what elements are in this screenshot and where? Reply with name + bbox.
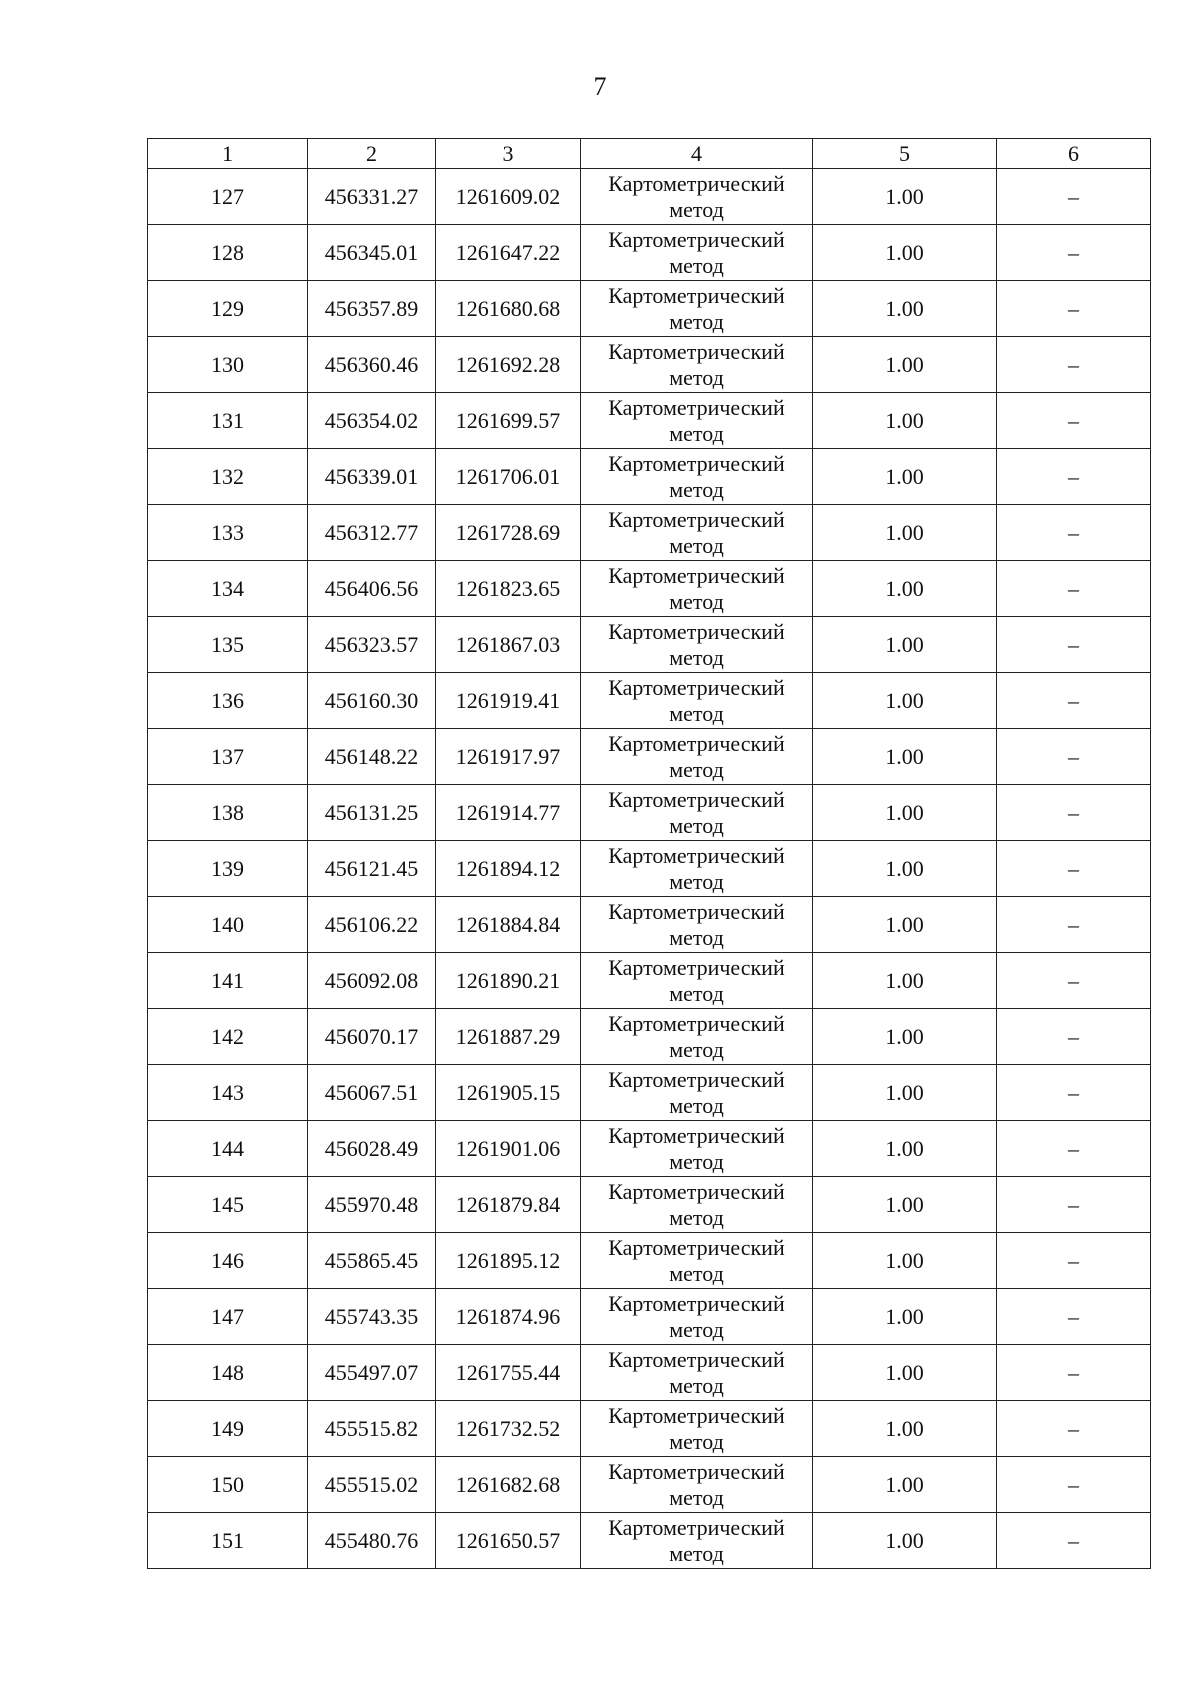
method-line-2: метод [669,308,724,334]
method-cell [581,1457,813,1513]
point-number-cell: 133 [148,505,308,561]
point-number-cell: 144 [148,1121,308,1177]
table-row [148,505,1151,561]
accuracy-cell: 1.00 [813,1457,997,1513]
accuracy-cell: 1.00 [813,841,997,897]
y-coordinate-cell: 1261692.28 [436,337,581,393]
column-6-cell: – [997,785,1151,841]
y-coordinate-cell: 1261728.69 [436,505,581,561]
method-line-1: Картометрический [608,1458,785,1484]
header-col-4: 4 [581,139,813,169]
method-cell [581,1009,813,1065]
method-line-2: метод [669,1260,724,1286]
point-number-cell: 132 [148,449,308,505]
point-number-cell: 128 [148,225,308,281]
accuracy-cell: 1.00 [813,1345,997,1401]
x-coordinate-cell: 455515.02 [308,1457,436,1513]
method-line-2: метод [669,476,724,502]
method-line-1: Картометрический [608,170,785,196]
table-row [148,1233,1151,1289]
method-cell [581,1233,813,1289]
y-coordinate-cell: 1261884.84 [436,897,581,953]
y-coordinate-cell: 1261887.29 [436,1009,581,1065]
column-6-cell: – [997,673,1151,729]
header-col-1: 1 [148,139,308,169]
point-number-cell: 138 [148,785,308,841]
y-coordinate-cell: 1261823.65 [436,561,581,617]
y-coordinate-cell: 1261901.06 [436,1121,581,1177]
x-coordinate-cell: 456131.25 [308,785,436,841]
method-line-2: метод [669,532,724,558]
method-line-1: Картометрический [608,954,785,980]
x-coordinate-cell: 456070.17 [308,1009,436,1065]
x-coordinate-cell: 455970.48 [308,1177,436,1233]
column-6-cell: – [997,1121,1151,1177]
method-line-2: метод [669,420,724,446]
method-cell [581,785,813,841]
table-row [148,169,1151,225]
x-coordinate-cell: 456312.77 [308,505,436,561]
x-coordinate-cell: 455515.82 [308,1401,436,1457]
column-6-cell: – [997,449,1151,505]
method-line-2: метод [669,756,724,782]
y-coordinate-cell: 1261895.12 [436,1233,581,1289]
method-line-2: метод [669,700,724,726]
table-row [148,393,1151,449]
y-coordinate-cell: 1261682.68 [436,1457,581,1513]
accuracy-cell: 1.00 [813,1401,997,1457]
header-col-2: 2 [308,139,436,169]
point-number-cell: 127 [148,169,308,225]
method-cell [581,1177,813,1233]
method-line-2: метод [669,364,724,390]
column-6-cell: – [997,617,1151,673]
y-coordinate-cell: 1261699.57 [436,393,581,449]
method-line-2: метод [669,980,724,1006]
x-coordinate-cell: 456323.57 [308,617,436,673]
point-number-cell: 129 [148,281,308,337]
point-number-cell: 146 [148,1233,308,1289]
accuracy-cell: 1.00 [813,281,997,337]
table-row [148,1009,1151,1065]
x-coordinate-cell: 455480.76 [308,1513,436,1569]
accuracy-cell: 1.00 [813,673,997,729]
point-number-cell: 143 [148,1065,308,1121]
point-number-cell: 135 [148,617,308,673]
method-line-1: Картометрический [608,898,785,924]
header-row [148,139,1151,169]
accuracy-cell: 1.00 [813,1009,997,1065]
method-line-2: метод [669,1484,724,1510]
method-line-1: Картометрический [608,562,785,588]
coordinates-table [147,138,1151,1569]
y-coordinate-cell: 1261890.21 [436,953,581,1009]
accuracy-cell: 1.00 [813,953,997,1009]
method-cell [581,337,813,393]
method-line-2: метод [669,812,724,838]
y-coordinate-cell: 1261905.15 [436,1065,581,1121]
table-row [148,281,1151,337]
point-number-cell: 141 [148,953,308,1009]
method-line-1: Картометрический [608,1010,785,1036]
x-coordinate-cell: 456121.45 [308,841,436,897]
method-line-1: Картометрический [608,338,785,364]
accuracy-cell: 1.00 [813,505,997,561]
method-line-1: Картометрический [608,1122,785,1148]
x-coordinate-cell: 456406.56 [308,561,436,617]
column-6-cell: – [997,729,1151,785]
table-row [148,785,1151,841]
y-coordinate-cell: 1261879.84 [436,1177,581,1233]
table-row [148,1401,1151,1457]
table-row [148,1121,1151,1177]
y-coordinate-cell: 1261609.02 [436,169,581,225]
method-cell [581,729,813,785]
table-row [148,897,1151,953]
method-line-1: Картометрический [608,282,785,308]
x-coordinate-cell: 456339.01 [308,449,436,505]
column-6-cell: – [997,1065,1151,1121]
y-coordinate-cell: 1261867.03 [436,617,581,673]
method-line-1: Картометрический [608,1514,785,1540]
table-body [148,169,1151,1569]
accuracy-cell: 1.00 [813,1065,997,1121]
method-cell [581,225,813,281]
accuracy-cell: 1.00 [813,1289,997,1345]
method-line-2: метод [669,252,724,278]
column-6-cell: – [997,505,1151,561]
method-line-1: Картометрический [608,674,785,700]
accuracy-cell: 1.00 [813,169,997,225]
x-coordinate-cell: 456345.01 [308,225,436,281]
method-line-2: метод [669,1092,724,1118]
method-line-1: Картометрический [608,618,785,644]
column-6-cell: – [997,897,1151,953]
column-6-cell: – [997,169,1151,225]
header-col-3: 3 [436,139,581,169]
point-number-cell: 137 [148,729,308,785]
y-coordinate-cell: 1261917.97 [436,729,581,785]
method-cell [581,393,813,449]
method-line-2: метод [669,1372,724,1398]
table-row [148,1289,1151,1345]
column-6-cell: – [997,953,1151,1009]
header-col-6: 6 [997,139,1151,169]
method-cell [581,953,813,1009]
x-coordinate-cell: 456331.27 [308,169,436,225]
table-row [148,561,1151,617]
accuracy-cell: 1.00 [813,225,997,281]
point-number-cell: 149 [148,1401,308,1457]
table-row [148,1345,1151,1401]
method-line-2: метод [669,196,724,222]
table-row [148,449,1151,505]
page-number: 7 [593,72,607,101]
method-line-1: Картометрический [608,394,785,420]
x-coordinate-cell: 456106.22 [308,897,436,953]
table-row [148,337,1151,393]
x-coordinate-cell: 455497.07 [308,1345,436,1401]
method-line-1: Картометрический [608,506,785,532]
accuracy-cell: 1.00 [813,617,997,673]
column-6-cell: – [997,1009,1151,1065]
table-row [148,729,1151,785]
method-cell [581,1121,813,1177]
point-number-cell: 130 [148,337,308,393]
method-line-2: метод [669,1204,724,1230]
method-cell [581,449,813,505]
method-line-2: метод [669,924,724,950]
point-number-cell: 136 [148,673,308,729]
point-number-cell: 131 [148,393,308,449]
column-6-cell: – [997,1233,1151,1289]
table-row [148,225,1151,281]
method-line-2: метод [669,1316,724,1342]
method-cell [581,673,813,729]
column-6-cell: – [997,393,1151,449]
table-row [148,1457,1151,1513]
accuracy-cell: 1.00 [813,393,997,449]
column-6-cell: – [997,1513,1151,1569]
x-coordinate-cell: 456354.02 [308,393,436,449]
point-number-cell: 151 [148,1513,308,1569]
column-6-cell: – [997,561,1151,617]
column-6-cell: – [997,841,1151,897]
method-line-1: Картометрический [608,786,785,812]
column-6-cell: – [997,225,1151,281]
table-row [148,841,1151,897]
header-col-5: 5 [813,139,997,169]
method-line-1: Картометрический [608,450,785,476]
x-coordinate-cell: 456028.49 [308,1121,436,1177]
y-coordinate-cell: 1261732.52 [436,1401,581,1457]
method-cell [581,169,813,225]
method-cell [581,1401,813,1457]
y-coordinate-cell: 1261680.68 [436,281,581,337]
accuracy-cell: 1.00 [813,449,997,505]
y-coordinate-cell: 1261706.01 [436,449,581,505]
method-cell [581,505,813,561]
method-line-1: Картометрический [608,730,785,756]
method-cell [581,1289,813,1345]
method-line-1: Картометрический [608,1234,785,1260]
method-line-2: метод [669,1428,724,1454]
column-6-cell: – [997,281,1151,337]
accuracy-cell: 1.00 [813,1177,997,1233]
accuracy-cell: 1.00 [813,1513,997,1569]
accuracy-cell: 1.00 [813,729,997,785]
method-line-1: Картометрический [608,1066,785,1092]
y-coordinate-cell: 1261647.22 [436,225,581,281]
x-coordinate-cell: 456067.51 [308,1065,436,1121]
method-cell [581,1065,813,1121]
method-line-2: метод [669,644,724,670]
y-coordinate-cell: 1261894.12 [436,841,581,897]
column-6-cell: – [997,1401,1151,1457]
table-header [148,139,1151,169]
x-coordinate-cell: 455865.45 [308,1233,436,1289]
accuracy-cell: 1.00 [813,337,997,393]
y-coordinate-cell: 1261914.77 [436,785,581,841]
x-coordinate-cell: 455743.35 [308,1289,436,1345]
method-line-1: Картометрический [608,842,785,868]
method-cell [581,281,813,337]
method-line-1: Картометрический [608,1290,785,1316]
x-coordinate-cell: 456360.46 [308,337,436,393]
point-number-cell: 148 [148,1345,308,1401]
accuracy-cell: 1.00 [813,1121,997,1177]
table-row [148,673,1151,729]
method-line-2: метод [669,1148,724,1174]
accuracy-cell: 1.00 [813,561,997,617]
method-cell [581,1513,813,1569]
method-line-1: Картометрический [608,1402,785,1428]
accuracy-cell: 1.00 [813,785,997,841]
table-row [148,1513,1151,1569]
point-number-cell: 140 [148,897,308,953]
point-number-cell: 134 [148,561,308,617]
point-number-cell: 139 [148,841,308,897]
method-cell [581,841,813,897]
method-line-1: Картометрический [608,1178,785,1204]
y-coordinate-cell: 1261919.41 [436,673,581,729]
table-row [148,953,1151,1009]
method-line-1: Картометрический [608,226,785,252]
method-line-2: метод [669,1540,724,1566]
x-coordinate-cell: 456160.30 [308,673,436,729]
method-line-1: Картометрический [608,1346,785,1372]
method-cell [581,617,813,673]
method-cell [581,897,813,953]
y-coordinate-cell: 1261874.96 [436,1289,581,1345]
x-coordinate-cell: 456357.89 [308,281,436,337]
method-line-2: метод [669,588,724,614]
table-row [148,1065,1151,1121]
method-line-2: метод [669,1036,724,1062]
column-6-cell: – [997,1289,1151,1345]
method-cell [581,1345,813,1401]
table-row [148,617,1151,673]
method-cell [581,561,813,617]
y-coordinate-cell: 1261650.57 [436,1513,581,1569]
x-coordinate-cell: 456148.22 [308,729,436,785]
point-number-cell: 150 [148,1457,308,1513]
method-line-2: метод [669,868,724,894]
table-row [148,1177,1151,1233]
column-6-cell: – [997,337,1151,393]
column-6-cell: – [997,1457,1151,1513]
point-number-cell: 142 [148,1009,308,1065]
accuracy-cell: 1.00 [813,1233,997,1289]
x-coordinate-cell: 456092.08 [308,953,436,1009]
point-number-cell: 145 [148,1177,308,1233]
column-6-cell: – [997,1177,1151,1233]
accuracy-cell: 1.00 [813,897,997,953]
y-coordinate-cell: 1261755.44 [436,1345,581,1401]
point-number-cell: 147 [148,1289,308,1345]
column-6-cell: – [997,1345,1151,1401]
